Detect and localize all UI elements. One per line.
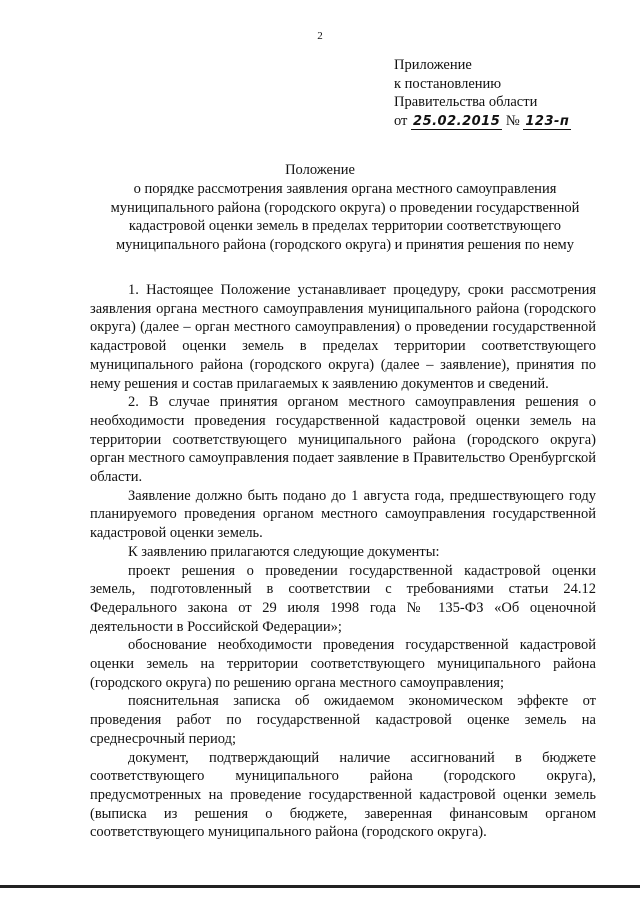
paragraph-1: 1. Настоящее Положение устанавливает процедуру, сроки рассмотрения заявления органа местного самоуправления муниципального района (городского округа) (далее – орган местного самоуправления) о проведении государственной кадастровой оценки земель в пределах территории соответствующего муниципального района (городского округа) (далее – заявление), принятия по нему решения и состав прилагаемых к заявлению документов и сведений.	[90, 282, 596, 392]
appendix-line-1: Приложение	[394, 57, 472, 73]
paragraph-2: 2. В случае принятия органом местного самоуправления решения о необходимости проведения государственной кадастровой оценки земель на территории соответствующего муниципального района (городского округа) орган местного самоуправления подает заявление в Правительство Оренбургской области.	[90, 394, 596, 486]
appendix-block	[394, 56, 571, 131]
paragraph-6: обоснование необходимости проведения государственной кадастровой оценки земель на территории соответствующего муниципального района (городского округа) по решению органа местного самоуправления;	[90, 637, 596, 691]
paragraph-5: проект решения о проведении государственной кадастровой оценки земель, подготовленный в соответствии с требованиями статьи 24.12 Федерального закона от 29 июля 1998 года № 135-ФЗ «Об оценочной деятельности в Российской Федерации»;	[90, 562, 596, 635]
appendix-line-3: Правительства области	[394, 94, 538, 110]
document-subtitle: о порядке рассмотрения заявления органа местного самоуправления муниципального района (городского округа) о проведении государственной кадастровой оценки земель в пределах территории соответствующего муниципального района (городского округа) и принятия решения по нему	[110, 181, 580, 253]
paragraph-3: Заявление должно быть подано до 1 августа года, предшествующего году планируемого проведения органом местного самоуправления государственной кадастровой оценки земель.	[90, 487, 596, 542]
page-number: 2	[317, 30, 323, 42]
paragraph-7: пояснительная записка об ожидаемом экономическом эффекте от проведения работ по государственной кадастровой оценке земель на среднесрочный период;	[90, 693, 596, 747]
date-prefix: от	[394, 112, 408, 129]
number-prefix: №	[505, 112, 520, 129]
document-title: Положение	[285, 162, 355, 178]
appendix-line-2: к постановлению	[394, 75, 502, 92]
handwritten-number: 123-п	[525, 113, 570, 129]
appendix-date-line	[394, 112, 571, 132]
document-body	[90, 281, 596, 842]
paragraph-4: К заявлению прилагаются следующие документы:	[128, 543, 440, 560]
bottom-scan-edge	[0, 885, 640, 888]
paragraph-8: документ, подтверждающий наличие ассигнований в бюджете соответствующего муниципального района (городского округа), предусмотренных на проведение государственной кадастровой оценки земель (выписка из решения о бюджете, заверенная финансовым органом соответствующего муниципального района (городского округа).	[90, 749, 596, 841]
handwritten-date: 25.02.2015	[413, 113, 501, 129]
